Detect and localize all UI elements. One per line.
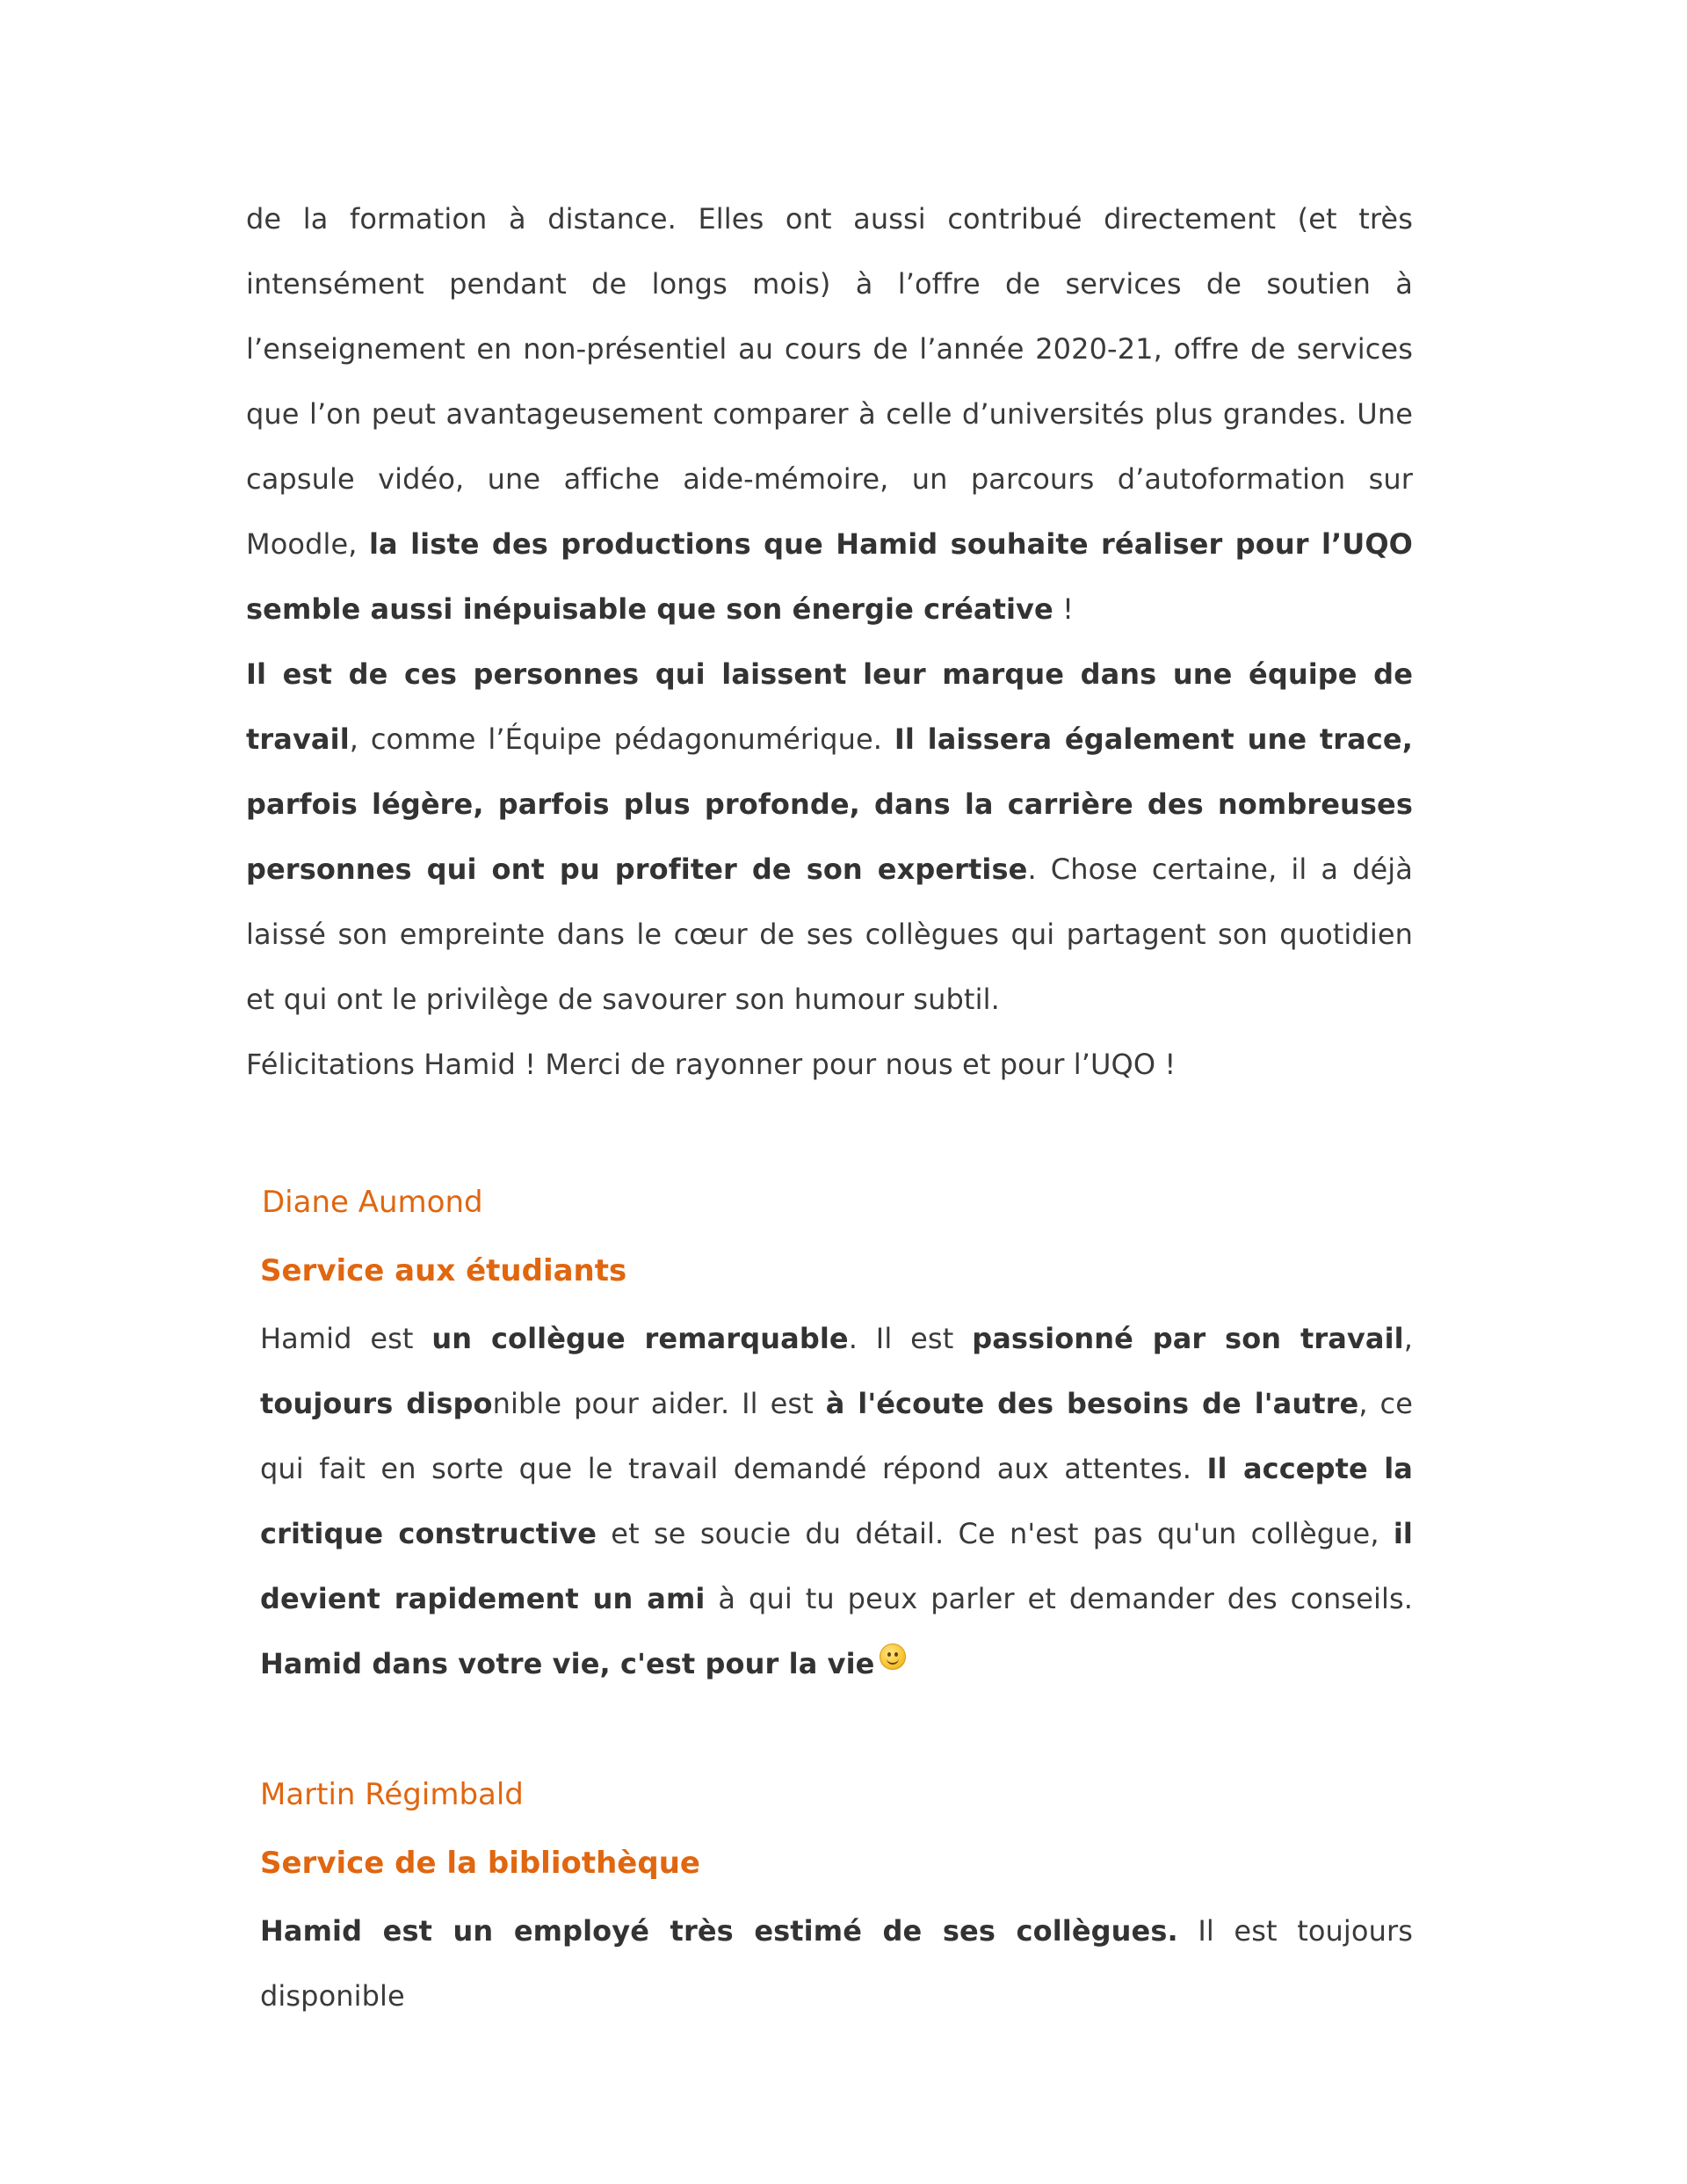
text-run: nible pour aider. Il est [492,1387,826,1420]
intro-paragraph-3: Félicitations Hamid ! Merci de rayonner pour nous et pour l’UQO ! [246,1048,1177,1081]
intro-p1-ending: ! [1053,592,1075,626]
smiling-face-icon [880,1643,906,1670]
intro-paragraph-2 [246,642,1413,1032]
intro-paragraph-1 [246,186,1413,642]
testimonial-service-name: Service aux étudiants [260,1253,627,1288]
intro-p2-emphasis-1: Il est de ces personnes qui laissent leur marque dans une équipe de travail [246,657,1413,756]
testimonial-diane-service-wrap [260,1250,1413,1292]
intro-section [246,186,1413,1097]
testimonial-service-name: Service de la bibliothèque [260,1846,700,1881]
intro-p1-text: de la formation à distance. Elles ont aussi contribué directement (et très intensément pendant de longs mois) à l’offre de services de soutien à l’enseignement en non-présentiel au cours de l’année 2020-21, offre de services que l’on peut avantageusement comparer à celle d’universités plus grandes. Une capsule vidéo, une affiche aide-mémoire, un parcours d’autoformation sur Moodle, [246,202,1413,561]
testimonial-author-name: Martin Régimbald [260,1777,524,1812]
text-run: et se soucie du détail. Ce n'est pas qu'un collègue, [597,1517,1394,1550]
text-run: à qui tu peux parler et demander des conseils. [705,1582,1414,1615]
testimonial-martin-paragraph [260,1898,1413,2028]
emphasis-run: Il accepte la critique constructive [260,1452,1413,1550]
testimonial-martin-service-wrap [260,1842,1413,1884]
emphasis-run: passionné par son travail [972,1322,1404,1355]
emphasis-run: Hamid est un employé très estimé de ses collègues. [260,1914,1178,1948]
emphasis-run: toujours dispo [260,1387,493,1420]
intro-p2-text-1: , comme l’Équipe pédagonumérique. [349,722,894,756]
intro-p2-emphasis-2: Il laissera également une trace, parfois légère, parfois plus profonde, dans la carrière des nombreuses personnes qui ont pu profiter de son expertise [246,722,1413,886]
text-run: Hamid est [260,1322,432,1355]
intro-p1-emphasis: la liste des productions que Hamid souhaite réaliser pour l’UQO semble aussi inépuisable que son énergie créative [246,527,1413,626]
testimonial-author-name: Diane Aumond [262,1185,483,1220]
text-run: , [1403,1322,1414,1355]
emphasis-run: Hamid dans votre vie, c'est pour la vie [260,1647,875,1680]
text-run: Il est toujours disponible [260,1914,1414,2013]
text-run: . Il est [848,1322,973,1355]
intro-p2-text-2: . Chose certaine, il a déjà laissé son empreinte dans le cœur de ses collègues qui partagent son quotidien et qui ont le privilège de savourer son humour subtil. [246,853,1414,1016]
emphasis-run: un collègue remarquable [431,1322,849,1355]
text-run: , ce qui fait en sorte que le travail demandé répond aux attentes. [260,1387,1413,1485]
emphasis-run: à l'écoute des besoins de l'autre [825,1387,1359,1420]
testimonial-diane-body [260,1306,1413,1696]
testimonial-martin-body [260,1898,1413,2028]
emphasis-run: il devient rapidement un ami [260,1517,1413,1615]
testimonial-diane-paragraph [260,1306,1413,1696]
testimonial-diane [262,1181,1413,1223]
testimonial-martin [260,1774,1413,1816]
